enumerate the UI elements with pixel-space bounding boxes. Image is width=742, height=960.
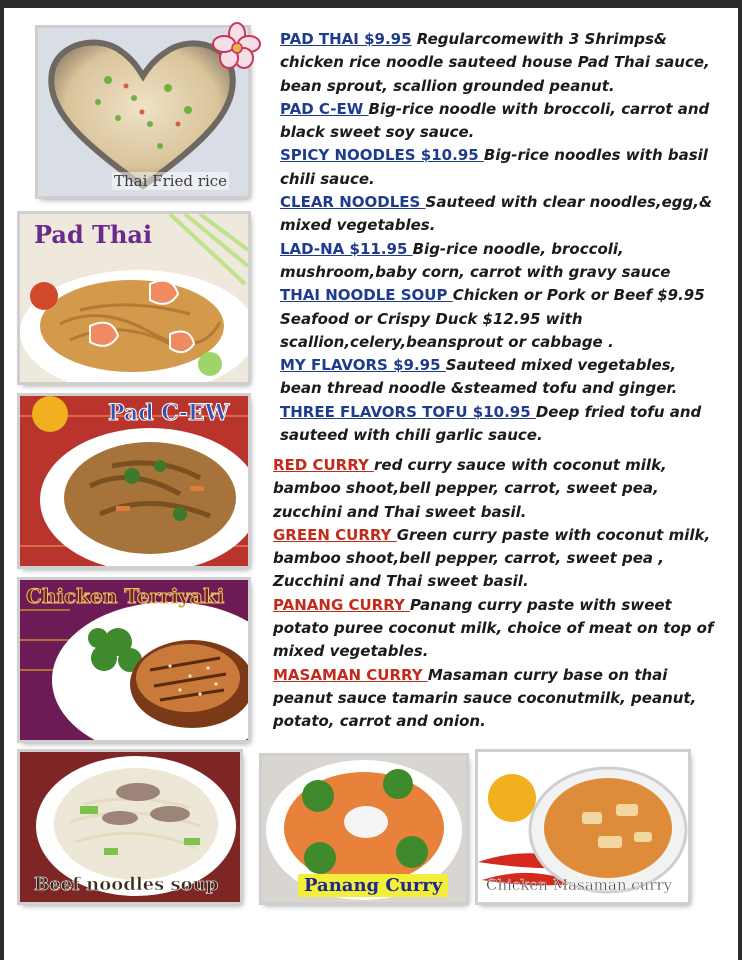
menu-item bbox=[280, 354, 720, 401]
curries-list bbox=[273, 454, 723, 734]
menu-item-description: Big-rice noodles with basil chili sauce. bbox=[280, 146, 708, 188]
menu-item-name: PANANG CURRY bbox=[273, 595, 411, 614]
menu-item-description: Regularcomewith 3 Shrimps& chicken rice noodle sauteed house Pad Thai sauce, bean sprout, scallion grounded peanut. bbox=[280, 30, 710, 95]
chicken-masaman-curry-photo bbox=[478, 752, 688, 902]
menu-item-description: Chicken or Pork or Beef $9.95 Seafood or Crispy Duck $12.95 with scallion,celery,beansprout or cabbage . bbox=[280, 286, 705, 351]
menu-item-description: Green curry paste with coconut milk, bamboo shoot,bell pepper, carrot, sweet pea , Zucchini and Thai sweet basil. bbox=[273, 525, 711, 591]
menu-item bbox=[273, 454, 723, 524]
menu-item-name: PAD C-EW bbox=[280, 99, 369, 118]
menu-item bbox=[280, 401, 720, 448]
noodles-section bbox=[280, 28, 720, 448]
pad-cew-photo bbox=[20, 396, 248, 566]
curries-section bbox=[273, 454, 723, 740]
menu-item bbox=[273, 664, 723, 734]
menu-item-description: red curry sauce with coconut milk, bamboo shoot,bell pepper, carrot, sweet pea, zucchini and Thai sweet basil. bbox=[273, 456, 667, 521]
menu-item bbox=[280, 238, 720, 285]
menu-item-name: RED CURRY bbox=[273, 456, 375, 474]
menu-page bbox=[4, 8, 738, 960]
menu-item-description: Panang curry paste with sweet potato puree coconut milk, choice of meat on top of mixed vegetables. bbox=[273, 595, 714, 661]
menu-item-name: THREE FLAVORS TOFU $10.95 bbox=[280, 402, 536, 421]
menu-item-name: SPICY NOODLES $10.95 bbox=[280, 146, 484, 165]
menu-item bbox=[280, 144, 720, 191]
menu-item-name: GREEN CURRY bbox=[273, 525, 397, 544]
menu-item bbox=[280, 191, 720, 238]
menu-item-description: Sauteed mixed vegetables, bean thread noodle &steamed tofu and ginger. bbox=[280, 356, 678, 398]
noodles-list bbox=[280, 28, 720, 447]
menu-item bbox=[280, 98, 720, 145]
menu-item-description: Masaman curry base on thai peanut sauce tamarin sauce coconutmilk, peanut, potato, carrot and onion. bbox=[273, 665, 697, 731]
menu-item-description: Deep fried tofu and sauteed with chili garlic sauce. bbox=[280, 402, 702, 445]
panang-curry-caption: Panang Curry bbox=[298, 874, 448, 897]
menu-item-name: LAD-NA $11.95 bbox=[280, 239, 413, 258]
menu-item-name: THAI NOODLE SOUP bbox=[280, 286, 453, 305]
fried-rice-caption: Thai Fried rice bbox=[114, 172, 228, 190]
menu-item-name: CLEAR NOODLES bbox=[280, 193, 426, 212]
flower-icon bbox=[210, 22, 264, 70]
pad-cew-caption: Pad C-EW bbox=[108, 400, 230, 426]
menu-item-name: MY FLAVORS $9.95 bbox=[280, 356, 446, 375]
menu-item-name: MASAMAN CURRY bbox=[273, 665, 428, 684]
menu-item-name: PAD THAI $9.95 bbox=[280, 30, 412, 48]
beef-noodles-soup-caption: Beef noodles soup bbox=[34, 874, 219, 895]
menu-item-description: Sauteed with clear noodles,egg,& mixed vegetables. bbox=[280, 193, 713, 235]
menu-item-description: Big-rice noodle, broccoli, mushroom,baby corn, carrot with gravy sauce bbox=[280, 239, 671, 281]
chicken-masaman-curry-caption: Chicken Masaman curry bbox=[486, 876, 673, 894]
beef-noodles-soup-photo bbox=[20, 752, 240, 902]
menu-item-description: Big-rice noodle with broccoli, carrot and black sweet soy sauce. bbox=[280, 99, 710, 142]
panang-curry-photo bbox=[262, 756, 466, 902]
pad-thai-caption: Pad Thai bbox=[34, 220, 153, 249]
pad-thai-photo bbox=[20, 214, 248, 382]
chicken-teriyaki-caption: Chicken Terriyaki bbox=[26, 584, 225, 608]
menu-item bbox=[273, 524, 723, 594]
chicken-teriyaki-photo bbox=[20, 580, 248, 740]
menu-item bbox=[280, 28, 720, 98]
menu-item bbox=[273, 594, 723, 664]
menu-item bbox=[280, 284, 720, 354]
